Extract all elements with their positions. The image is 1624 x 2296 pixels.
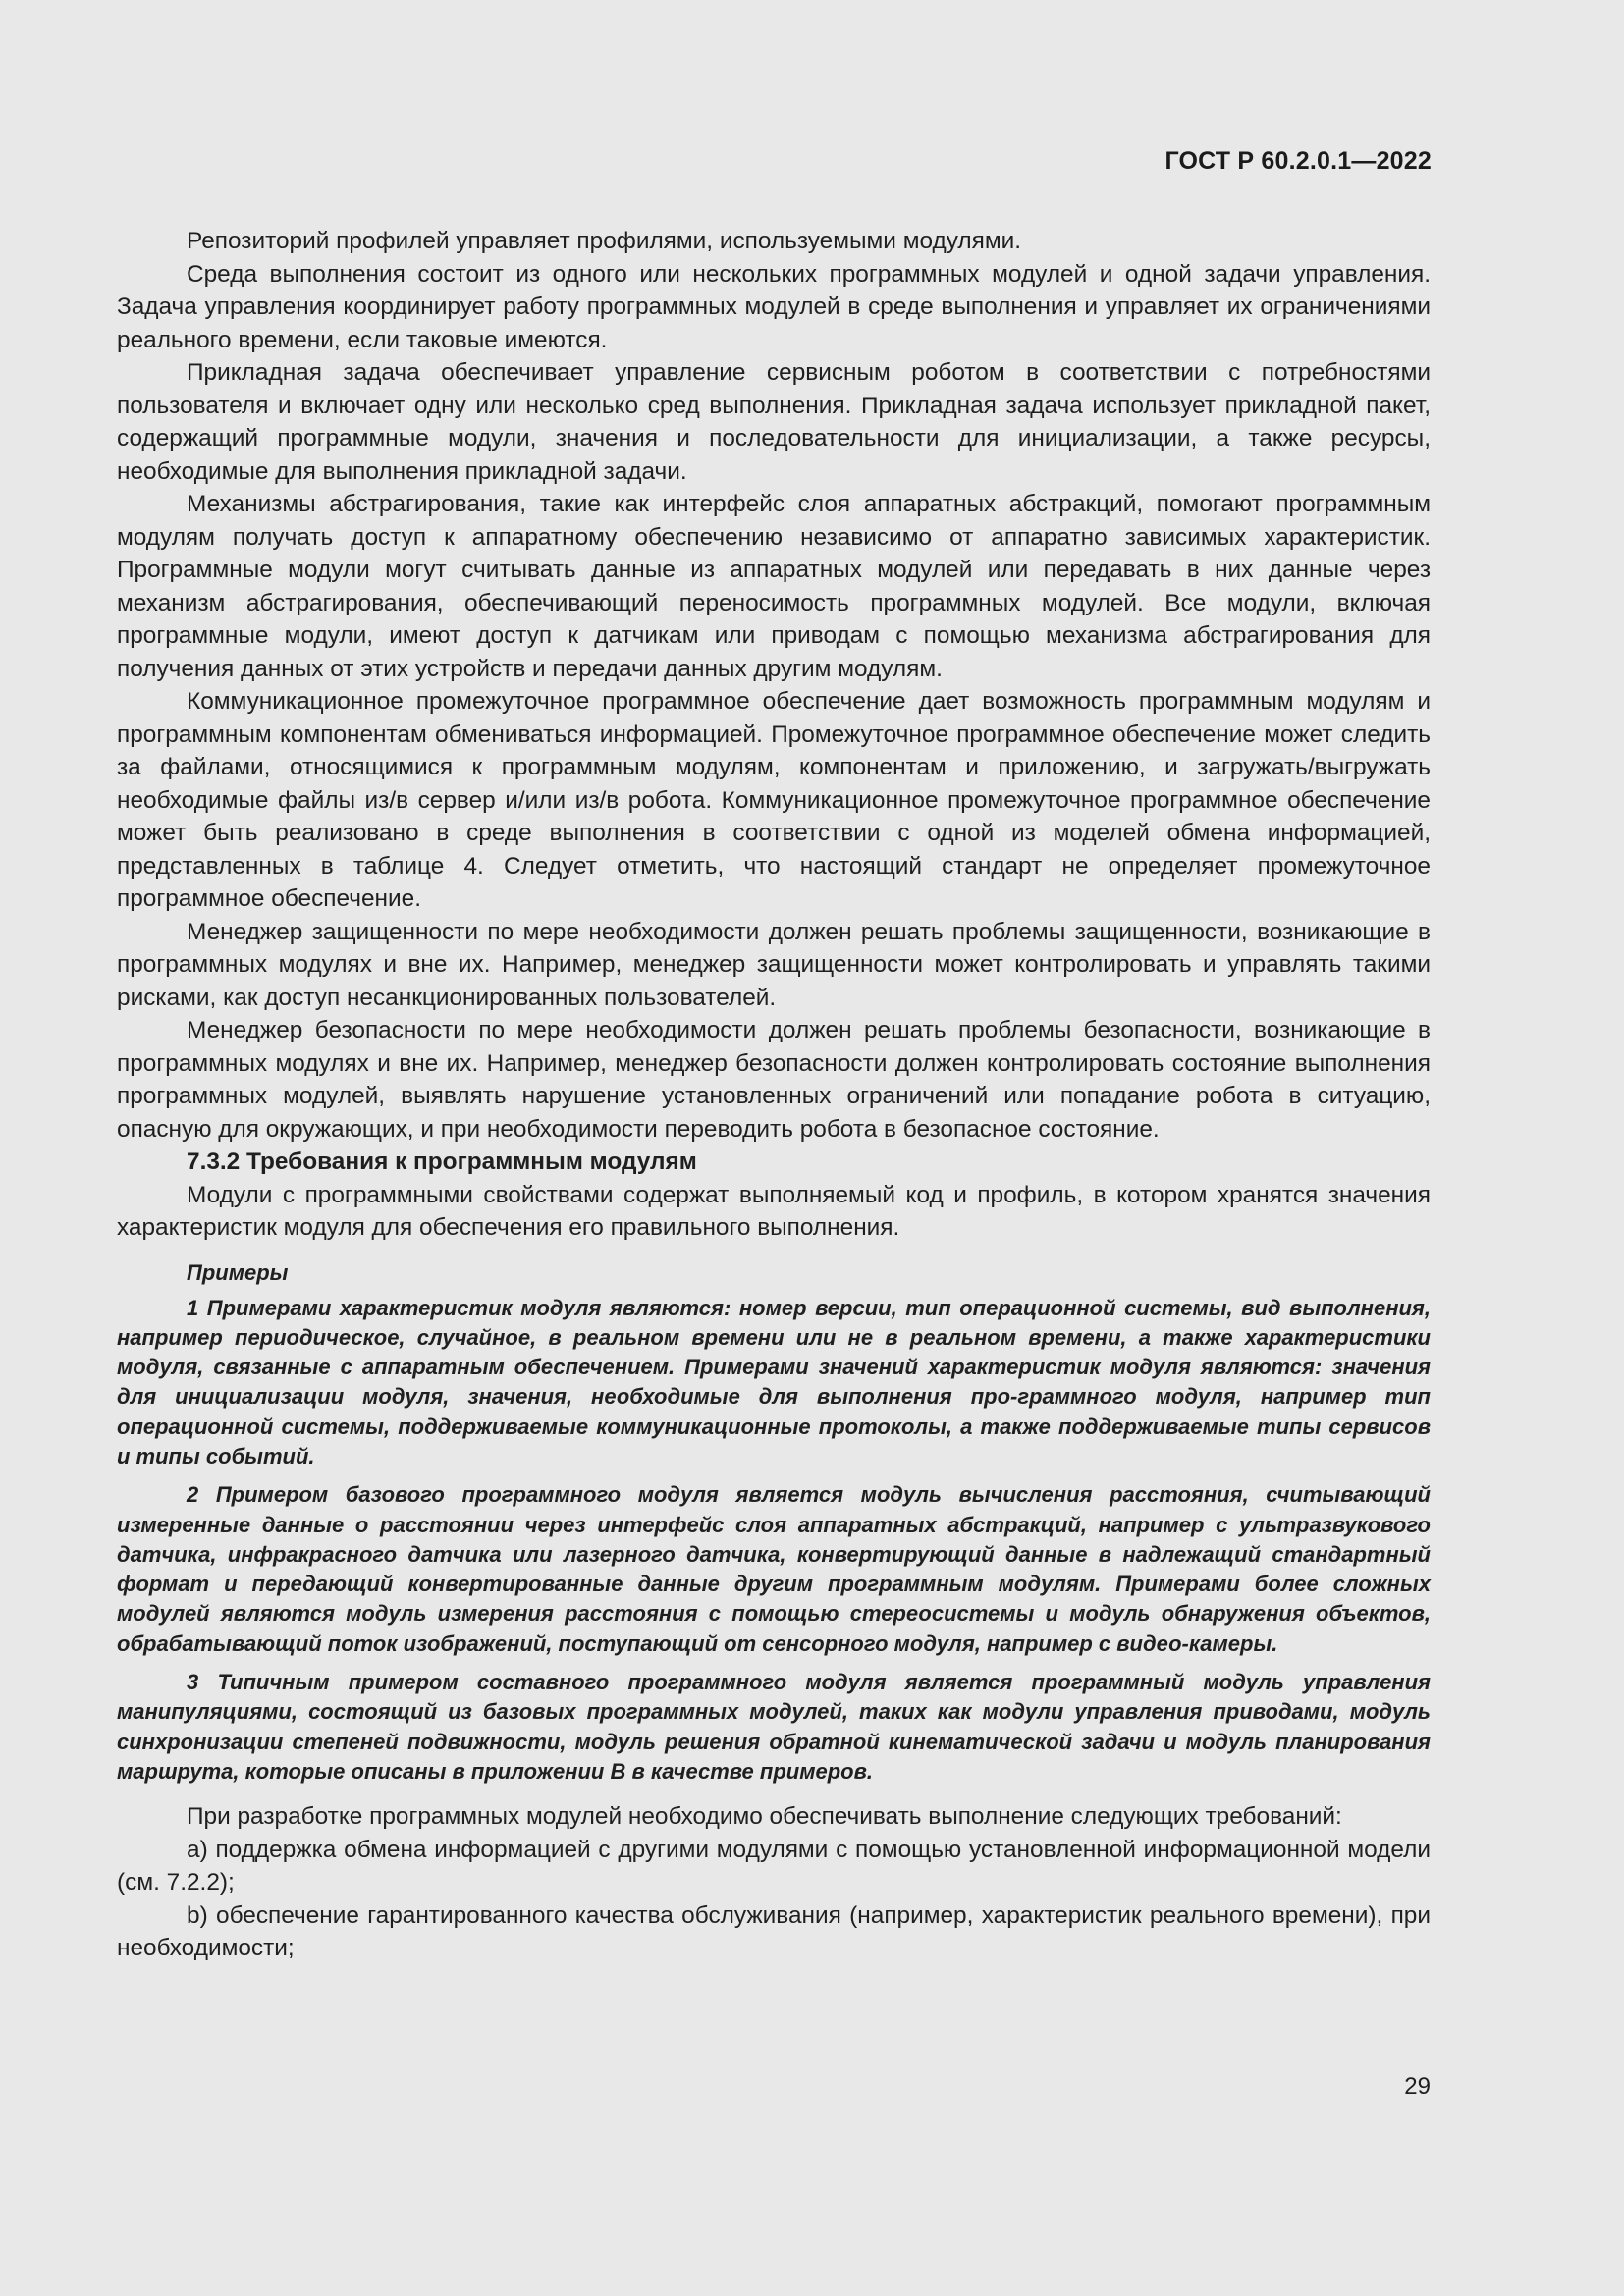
paragraph: Прикладная задача обеспечивает управление сервисным роботом в соответствии с потребностями пользователя и включает одну или несколько сред выполнения. Прикладная задача использует прикладной пакет, содержащий программные модули, значения и последовательности для инициализации, а также ресурсы, необходимые для выполнения прикладной задачи. <box>117 359 1431 485</box>
paragraph: Механизмы абстрагирования, такие как интерфейс слоя аппаратных абстракций, помогают программным модулям получать доступ к аппаратному обеспечению независимо от аппаратно зависимых характеристик. Программные модули могут считывать данные из аппаратных модулей или передавать в них данные через механизм абстрагирования, обеспечивающий переносимость программных модулей. Все модули, включая программные модули, имеют доступ к датчикам или приводам с помощью механизма абстрагирования для получения данных от этих устройств и передачи данных другим модулям. <box>117 491 1431 682</box>
section-intro: Модули с программными свойствами содержат выполняемый код и профиль, в котором хранятся значения характеристик модуля для обеспечения его правильного выполнения. <box>117 1181 1431 1241</box>
example-item: 1 Примерами характеристик модуля являются: номер версии, тип операционной системы, вид выполнения, например периодическое, случайное, в реальном времени или не в реальном времени, а также характеристики модуля, связанные с аппаратным обеспечением. Примерами значений характеристик модуля являются: значения для инициализации модуля, значения, необходимые для выполнения про-граммного модуля, например тип операционной системы, поддерживаемые коммуникационные протоколы, а также поддерживаемые типы сервисов и типы событий. <box>117 1295 1431 1468</box>
section-heading: 7.3.2 Требования к программным модулям <box>187 1148 697 1175</box>
paragraph: Среда выполнения состоит из одного или нескольких программных модулей и одной задачи управления. Задача управления координирует работу программных модулей в среде выполнения и управляет их ограничениями реального времени, если таковые имеются. <box>117 260 1431 353</box>
page-number: 29 <box>1404 2073 1431 2100</box>
paragraph: Менеджер безопасности по мере необходимости должен решать проблемы безопасности, возникающие в программных модулях и вне их. Например, менеджер безопасности должен контролировать состояние выполнения программных модулей, выявлять нарушение установленных ограничений или попадание робота в ситуацию, опасную для окружающих, и при необходимости переводить робота в безопасное состояние. <box>117 1017 1431 1143</box>
example-item: 3 Типичным примером составного программного модуля является программный модуль управления манипуляциями, состоящий из базовых программных модулей, таких как модули управления приводами, модуль синхронизации степеней подвижности, модуль решения обратной кинематической задачи и модуль планирования маршрута, которые описаны в приложении В в качестве примеров. <box>117 1670 1431 1784</box>
example-item: 2 Примером базового программного модуля является модуль вычисления расстояния, считывающий измеренные данные о расстоянии через интерфейс слоя аппаратных абстракций, например с ультразвукового датчика, инфракрасного датчика или лазерного датчика, конвертирующий данные в надлежащий стандартный формат и передающий конвертированные данные другим программным модулям. Примерами более сложных модулей являются модуль измерения расстояния с помощью стереосистемы и модуль обнаружения объектов, обрабатывающий поток изображений, поступающий от сенсорного модуля, например с видео-камеры. <box>117 1482 1431 1656</box>
paragraph: Репозиторий профилей управляет профилями, используемыми модулями. <box>187 228 1021 254</box>
paragraph: Коммуникационное промежуточное программное обеспечение дает возможность программным модулям и программным компонентам обмениваться информацией. Промежуточное программное обеспечение может следить за файлами, относящимися к программным модулям, компонентам и приложению, и загружать/выгружать необходимые файлы из/в сервер и/или из/в робота. Коммуникационное промежуточное программное обеспечение может быть реализовано в среде выполнения в соответствии с одной из моделей обмена информацией, представленных в таблице 4. Следует отметить, что настоящий стандарт не определяет промежуточное программное обеспечение. <box>117 688 1431 912</box>
page-body <box>117 225 1431 1965</box>
paragraph: Менеджер защищенности по мере необходимости должен решать проблемы защищенности, возникающие в программных модулях и вне их. Например, менеджер защищенности может контролировать и управлять такими рисками, как доступ несанкционированных пользователей. <box>117 918 1431 1011</box>
examples-heading: Примеры <box>187 1259 289 1285</box>
list-item: а) поддержка обмена информацией с другими модулями с помощью установленной информационной модели (см. 7.2.2); <box>117 1836 1431 1896</box>
paragraph: При разработке программных модулей необходимо обеспечивать выполнение следующих требований: <box>187 1803 1342 1831</box>
list-item: b) обеспечение гарантированного качества обслуживания (например, характеристик реального времени), при необходимости; <box>117 1901 1431 1962</box>
document-code-header: ГОСТ Р 60.2.0.1—2022 <box>1164 147 1432 175</box>
